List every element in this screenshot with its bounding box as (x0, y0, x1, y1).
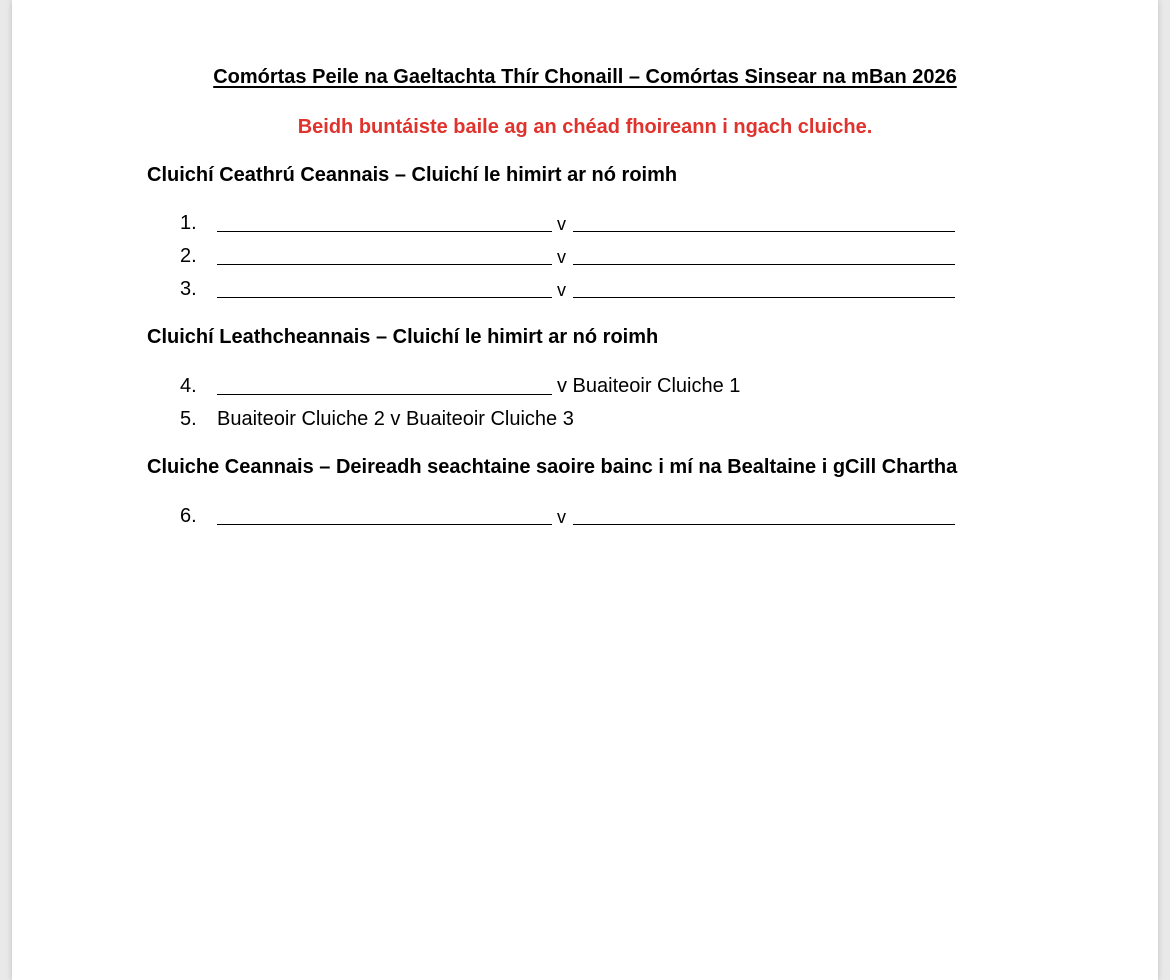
fixture-number: 2. (180, 245, 197, 267)
fixture-text: Buaiteoir Cluiche 2 v Buaiteoir Cluiche 3 (217, 408, 574, 430)
fixture-row-4 (12, 375, 1158, 401)
fixture-number: 1. (180, 212, 197, 234)
fixture-row-5 (12, 408, 1158, 434)
home-advantage-notice: Beidh buntáiste baile ag an chéad fhoireann i ngach cluiche. (297, 116, 873, 138)
home-team-blank[interactable] (217, 264, 552, 265)
final-heading: Cluiche Ceannais – Deireadh seachtaine saoire bainc i mí na Bealtaine i gCill Chartha (147, 456, 958, 478)
home-team-blank[interactable] (217, 524, 552, 525)
home-team-blank[interactable] (217, 297, 552, 298)
fixture-number: 6. (180, 505, 197, 527)
fixture-row-1 (12, 212, 1158, 238)
versus-label: v (557, 214, 566, 234)
home-team-blank[interactable] (217, 394, 552, 395)
fixture-number: 4. (180, 375, 197, 397)
away-team-blank[interactable] (573, 264, 955, 265)
fixture-row-3 (12, 278, 1158, 304)
fixture-row-2 (12, 245, 1158, 271)
versus-label: v (557, 280, 566, 300)
versus-label: v (557, 507, 566, 527)
away-team-blank[interactable] (573, 231, 955, 232)
fixture-number: 3. (180, 278, 197, 300)
versus-label: v (557, 247, 566, 267)
document-page (12, 0, 1158, 980)
document-title-text: Comórtas Peile na Gaeltachta Thír Chonaill – Comórtas Sinsear na mBan 2026 (213, 66, 957, 88)
document-title (12, 66, 1158, 89)
quarter-finals-heading: Cluichí Ceathrú Ceannais – Cluichí le himirt ar nó roimh (147, 164, 678, 186)
away-team-blank[interactable] (573, 524, 955, 525)
fixture-number: 5. (180, 408, 197, 430)
away-team-blank[interactable] (573, 297, 955, 298)
semi-finals-heading: Cluichí Leathcheannais – Cluichí le himirt ar nó roimh (147, 326, 659, 348)
fixture-row-6 (12, 505, 1158, 531)
home-team-blank[interactable] (217, 231, 552, 232)
fixture-opponent-text: v Buaiteoir Cluiche 1 (557, 375, 741, 397)
